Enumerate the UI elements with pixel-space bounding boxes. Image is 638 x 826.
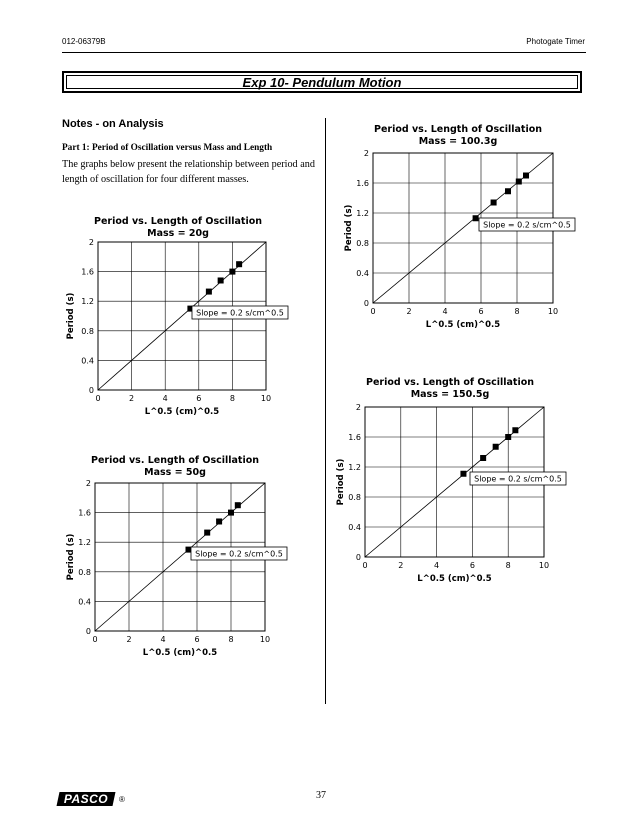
x-tick-label: 4: [442, 307, 448, 316]
x-tick-label: 6: [196, 394, 202, 403]
y-tick-label: 1.6: [348, 433, 361, 442]
chart-title: Period vs. Length of Oscillation: [93, 216, 263, 227]
x-tick-label: 0: [370, 307, 376, 316]
y-tick-label: 1.6: [81, 267, 94, 277]
chart-title: Period vs. Length of Oscillation: [365, 377, 535, 388]
x-axis-label: L^0.5 (cm)^0.5: [144, 407, 220, 417]
experiment-title: Exp 10- Pendulum Motion: [66, 75, 578, 89]
chart-subtitle: Mass = 150.5g: [410, 389, 490, 400]
y-tick-label: 0.4: [356, 269, 369, 278]
data-point: [229, 269, 235, 275]
registered-mark: ®: [119, 795, 125, 804]
data-point: [505, 434, 511, 440]
x-tick-label: 8: [228, 635, 234, 644]
y-tick-label: 1.2: [81, 297, 94, 307]
y-tick-label: 0.4: [81, 356, 94, 366]
y-tick-label: 2: [363, 149, 369, 158]
data-point: [204, 530, 210, 536]
data-point: [473, 215, 479, 221]
header-rule: [62, 52, 586, 53]
x-tick-label: 10: [260, 394, 272, 403]
x-tick-label: 4: [160, 635, 166, 644]
y-tick-label: 0: [88, 386, 94, 395]
chart-title: Period vs. Length of Oscillation: [90, 455, 260, 466]
y-axis-label: Period (s): [344, 204, 354, 252]
y-tick-label: 2: [85, 479, 91, 488]
graph-mass-100-3g: [338, 120, 600, 345]
notes-heading: Notes - on Analysis: [62, 118, 164, 130]
y-tick-label: 2: [355, 403, 361, 412]
data-point: [493, 444, 499, 450]
data-point: [523, 173, 529, 179]
data-point: [505, 188, 511, 194]
x-tick-label: 8: [229, 394, 235, 403]
y-tick-label: 1.2: [356, 209, 369, 218]
data-point: [228, 510, 234, 516]
page-number: 37: [316, 790, 326, 801]
y-tick-label: 2: [88, 238, 94, 247]
document-number: 012-06379B: [62, 37, 106, 46]
y-tick-label: 1.6: [78, 508, 91, 518]
x-tick-label: 0: [362, 561, 368, 570]
x-tick-label: 2: [126, 635, 132, 644]
data-point: [206, 289, 212, 295]
x-tick-label: 10: [547, 307, 559, 316]
y-axis-label: Period (s): [336, 458, 346, 506]
x-tick-label: 6: [469, 561, 475, 570]
y-tick-label: 1.6: [356, 179, 369, 188]
x-axis-label: L^0.5 (cm)^0.5: [425, 320, 501, 330]
chart-subtitle: Mass = 100.3g: [418, 136, 498, 147]
x-axis-label: L^0.5 (cm)^0.5: [417, 574, 492, 584]
y-tick-label: 0: [363, 299, 369, 308]
y-axis-label: Period (s): [66, 292, 76, 340]
slope-annotation: Slope = 0.2 s/cm^0.5: [195, 549, 283, 559]
y-tick-label: 1.2: [78, 538, 91, 548]
slope-annotation: Slope = 0.2 s/cm^0.5: [474, 474, 562, 484]
x-tick-label: 6: [194, 635, 200, 644]
y-tick-label: 0.8: [348, 493, 361, 502]
y-tick-label: 0.8: [81, 326, 94, 336]
x-tick-label: 8: [505, 561, 511, 570]
data-point: [216, 518, 222, 524]
y-axis-label: Period (s): [66, 533, 76, 581]
chart-subtitle: Mass = 20g: [147, 228, 209, 239]
y-tick-label: 1.2: [348, 463, 361, 472]
data-point: [516, 179, 522, 185]
data-point: [512, 427, 518, 433]
slope-annotation: Slope = 0.2 s/cm^0.5: [196, 308, 284, 318]
x-tick-label: 10: [538, 561, 550, 570]
data-point: [236, 261, 242, 267]
data-point: [218, 277, 224, 283]
data-point: [460, 471, 466, 477]
x-tick-label: 0: [92, 635, 98, 644]
x-tick-label: 4: [162, 394, 168, 403]
product-name: Photogate Timer: [526, 37, 585, 46]
graph-mass-50g: [60, 451, 320, 661]
x-tick-label: 2: [398, 561, 404, 570]
pasco-logo: PASCO: [57, 792, 116, 806]
x-tick-label: 2: [406, 307, 412, 316]
experiment-title-box: [62, 71, 582, 93]
y-tick-label: 0.4: [348, 523, 361, 532]
x-tick-label: 0: [95, 394, 101, 403]
data-point: [480, 455, 486, 461]
graph-mass-20g: [60, 212, 290, 417]
body-paragraph: The graphs below present the relationship between period and length of oscillation for four different masses.: [62, 159, 315, 185]
chart-subtitle: Mass = 50g: [144, 467, 206, 478]
slope-annotation: Slope = 0.2 s/cm^0.5: [483, 220, 571, 230]
column-divider: [325, 118, 326, 704]
x-axis-label: L^0.5 (cm)^0.5: [142, 648, 218, 658]
data-point: [235, 502, 241, 508]
y-tick-label: 0: [355, 553, 361, 562]
data-point: [491, 200, 497, 206]
x-tick-label: 2: [129, 394, 135, 403]
chart-title: Period vs. Length of Oscillation: [373, 124, 543, 135]
y-tick-label: 0.8: [78, 567, 91, 577]
graph-mass-150-5g: [330, 373, 592, 585]
part-heading: Part 1: Period of Oscillation versus Mass and Length: [62, 143, 273, 153]
x-tick-label: 6: [478, 307, 484, 316]
y-tick-label: 0: [85, 627, 91, 636]
x-tick-label: 4: [434, 561, 440, 570]
x-tick-label: 10: [259, 635, 271, 644]
y-tick-label: 0.8: [356, 239, 369, 248]
x-tick-label: 8: [514, 307, 520, 316]
y-tick-label: 0.4: [78, 597, 91, 607]
